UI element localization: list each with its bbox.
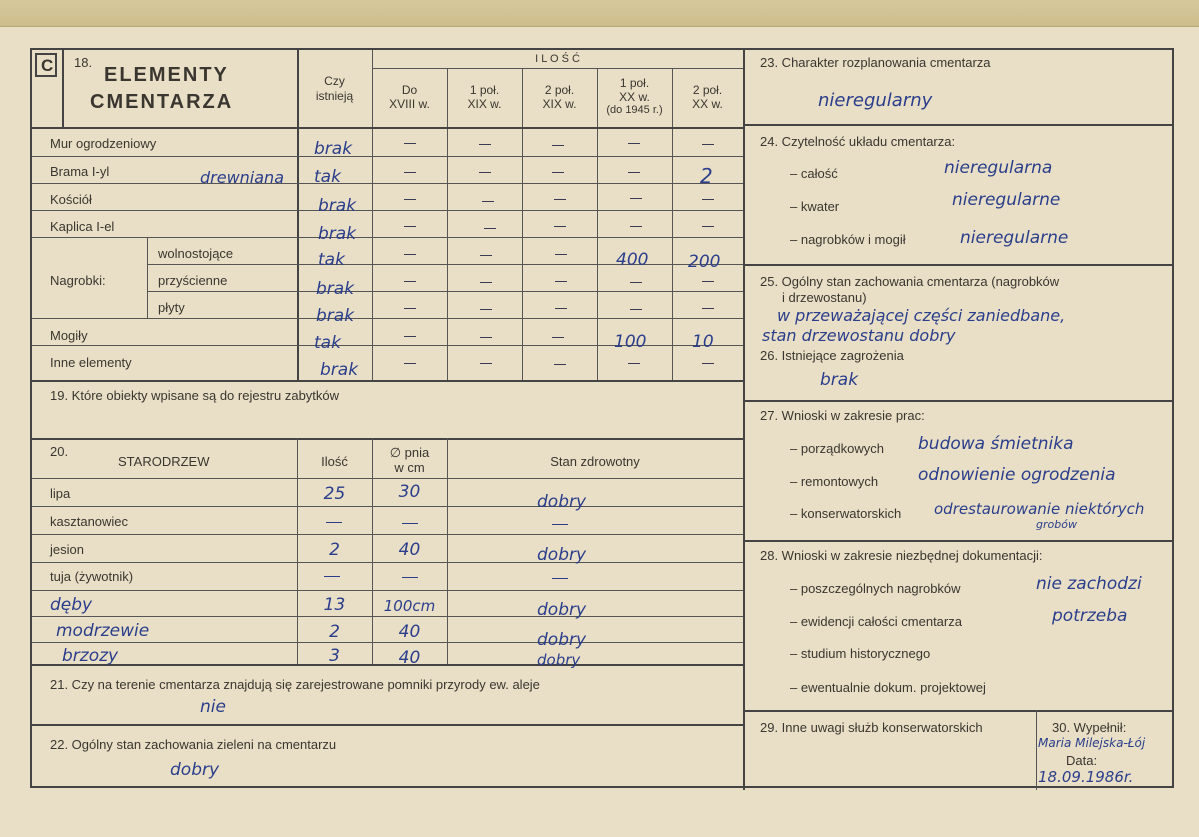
q24-item-label: – całość — [790, 166, 838, 181]
question-23: 23. Charakter rozplanowania cmentarza — [760, 55, 991, 70]
tree-health: dobry — [537, 630, 587, 650]
tree-diam: 100cm — [383, 597, 436, 615]
exists-header-l1: Czy — [324, 74, 345, 88]
q24-item-label: – kwater — [790, 199, 840, 214]
q24-item-answer: nieregularna — [944, 158, 1053, 178]
handwritten-exists: tak — [314, 333, 341, 353]
question-29: 29. Inne uwagi służb konserwatorskich — [760, 720, 983, 735]
tree-name: tuja (żywotnik) — [50, 569, 134, 584]
q24-item-answer: nieregularne — [960, 228, 1069, 248]
row-label: Kościół — [50, 192, 92, 207]
nagrobki-label: Nagrobki: — [50, 273, 106, 288]
q27-item-answer: budowa śmietnika — [918, 434, 1074, 454]
tree-diam: 40 — [398, 648, 421, 668]
tree-count: 25 — [323, 484, 346, 504]
handwritten-count: 2 — [700, 164, 713, 188]
q28-item-label: – ewentualnie dokum. projektowej — [790, 680, 986, 695]
tree-health: dobry — [537, 651, 581, 669]
ilosc-header: I L O Ś Ć — [535, 53, 580, 65]
filled-by-name: Maria Milejska-Łój — [1038, 736, 1146, 750]
question-21: 21. Czy na terenie cmentarza znajdują się zarejestrowane pomniki przyrody ew. aleje — [50, 677, 540, 692]
period-header: 2 poł. — [692, 83, 723, 97]
date-label: Data: — [1066, 753, 1098, 768]
tree-name: jesion — [50, 542, 84, 557]
trees-count-header: Ilość — [321, 454, 348, 469]
q28-item-label: – studium historycznego — [790, 646, 931, 661]
row-label: Mur ogrodzeniowy — [50, 136, 157, 151]
handwritten-count: 400 — [616, 250, 649, 270]
tree-health: dobry — [537, 545, 587, 565]
answer-22: dobry — [170, 760, 220, 780]
tree-name: kasztanowiec — [50, 514, 129, 529]
q27-item-answer2: grobów — [1036, 518, 1077, 531]
trees-title: STARODRZEW — [118, 454, 210, 469]
question-25-l1: 25. Ogólny stan zachowania cmentarza (nagrobków — [760, 274, 1060, 289]
q24-item-label: – nagrobków i mogił — [790, 232, 906, 247]
answer-26: brak — [820, 370, 859, 390]
period-header: Do — [401, 83, 418, 97]
period-header: XX w. — [619, 90, 650, 104]
handwritten-exists: brak — [320, 360, 359, 380]
period-header: XIX w. — [467, 97, 502, 111]
q27-item-label: – konserwatorskich — [790, 506, 902, 521]
question-30: 30. Wypełnił: — [1052, 720, 1127, 735]
q27-item-label: – remontowych — [790, 474, 879, 489]
tree-diam: 40 — [398, 540, 421, 560]
answer-25-l2: stan drzewostanu dobry — [762, 326, 956, 345]
section-letter-box — [35, 53, 57, 77]
question-24: 24. Czytelność układu cmentarza: — [760, 134, 956, 149]
cemetery-form-card — [30, 48, 1174, 788]
exists-header-l2: istnieją — [315, 89, 354, 103]
question-26: 26. Istniejące zagrożenia — [760, 348, 904, 363]
q27-item-answer: odnowienie ogrodzenia — [918, 465, 1116, 485]
tree-count: 2 — [329, 622, 340, 642]
section-title-line1: ELEMENTY — [104, 64, 229, 86]
period-header: XX w. — [692, 97, 723, 111]
section-title-line2: CMENTARZA — [90, 91, 234, 113]
tree-count: 3 — [329, 646, 340, 666]
question-27: 27. Wnioski w zakresie prac: — [760, 408, 925, 423]
tree-count: 2 — [329, 540, 340, 560]
trees-diam-header-l2: w cm — [394, 460, 425, 475]
handwritten-gate-material: drewniana — [200, 168, 284, 187]
question-22: 22. Ogólny stan zachowania zieleni na cmentarzu — [50, 737, 337, 752]
period-header: XIX w. — [542, 97, 577, 111]
question-19: 19. Które obiekty wpisane są do rejestru zabytków — [50, 388, 340, 403]
handwritten-count: 10 — [692, 332, 714, 352]
question-20-number: 20. — [50, 444, 69, 459]
period-header: XVIII w. — [389, 97, 430, 111]
binding-tape — [0, 0, 1199, 27]
tree-name-handwritten: dęby — [50, 595, 93, 615]
handwritten-exists: brak — [314, 139, 353, 159]
question-28: 28. Wnioski w zakresie niezbędnej dokumentacji: — [760, 548, 1043, 563]
answer-23: nieregularny — [818, 90, 933, 111]
trees-diam-header-l1: ∅ pnia — [389, 445, 430, 460]
row-label: Kaplica I-el — [50, 219, 115, 234]
q28-item-answer: nie zachodzi — [1036, 574, 1142, 594]
handwritten-exists: brak — [316, 306, 355, 326]
handwritten-exists: brak — [316, 279, 355, 299]
period-header: 2 poł. — [544, 83, 575, 97]
filled-date: 18.09.1986r. — [1038, 768, 1134, 786]
row-label: przyścienne — [158, 273, 228, 288]
tree-name-handwritten: brzozy — [62, 646, 119, 666]
tree-count: 13 — [323, 595, 346, 615]
tree-name-handwritten: modrzewie — [56, 621, 150, 641]
handwritten-count: 100 — [614, 332, 647, 352]
row-label: płyty — [158, 300, 185, 315]
tree-health: dobry — [537, 492, 587, 512]
q28-item-label: – poszczególnych nagrobków — [790, 581, 961, 596]
row-label: Mogiły — [50, 328, 88, 343]
tree-diam: 30 — [398, 482, 421, 502]
period-header: (do 1945 r.) — [606, 104, 663, 116]
row-label: Brama I-yl — [50, 164, 110, 179]
period-header: 1 poł. — [619, 76, 650, 90]
handwritten-exists: tak — [318, 250, 345, 270]
section-letter: C — [41, 56, 54, 75]
answer-25-l1: w przeważającej części zaniedbane, — [777, 306, 1066, 325]
q27-item-answer: odrestaurowanie niektórych — [934, 500, 1145, 518]
tree-diam: 40 — [398, 622, 421, 642]
answer-21: nie — [200, 697, 226, 717]
q28-item-label: – ewidencji całości cmentarza — [790, 614, 962, 629]
question-25-l2: i drzewostanu) — [782, 290, 867, 305]
q24-item-answer: nieregularne — [952, 190, 1061, 210]
row-label: wolnostojące — [158, 246, 234, 261]
section-number: 18. — [74, 55, 93, 70]
handwritten-exists: tak — [314, 167, 341, 187]
handwritten-exists: brak — [318, 224, 357, 244]
row-label: Inne elementy — [50, 355, 132, 370]
period-header: 1 poł. — [469, 83, 500, 97]
handwritten-exists: brak — [318, 196, 357, 216]
handwritten-count: 200 — [688, 252, 721, 272]
tree-name: lipa — [50, 486, 71, 501]
trees-health-header: Stan zdrowotny — [550, 454, 640, 469]
q27-item-label: – porządkowych — [790, 441, 884, 456]
tree-health: dobry — [537, 600, 587, 620]
q28-item-answer: potrzeba — [1052, 606, 1128, 626]
